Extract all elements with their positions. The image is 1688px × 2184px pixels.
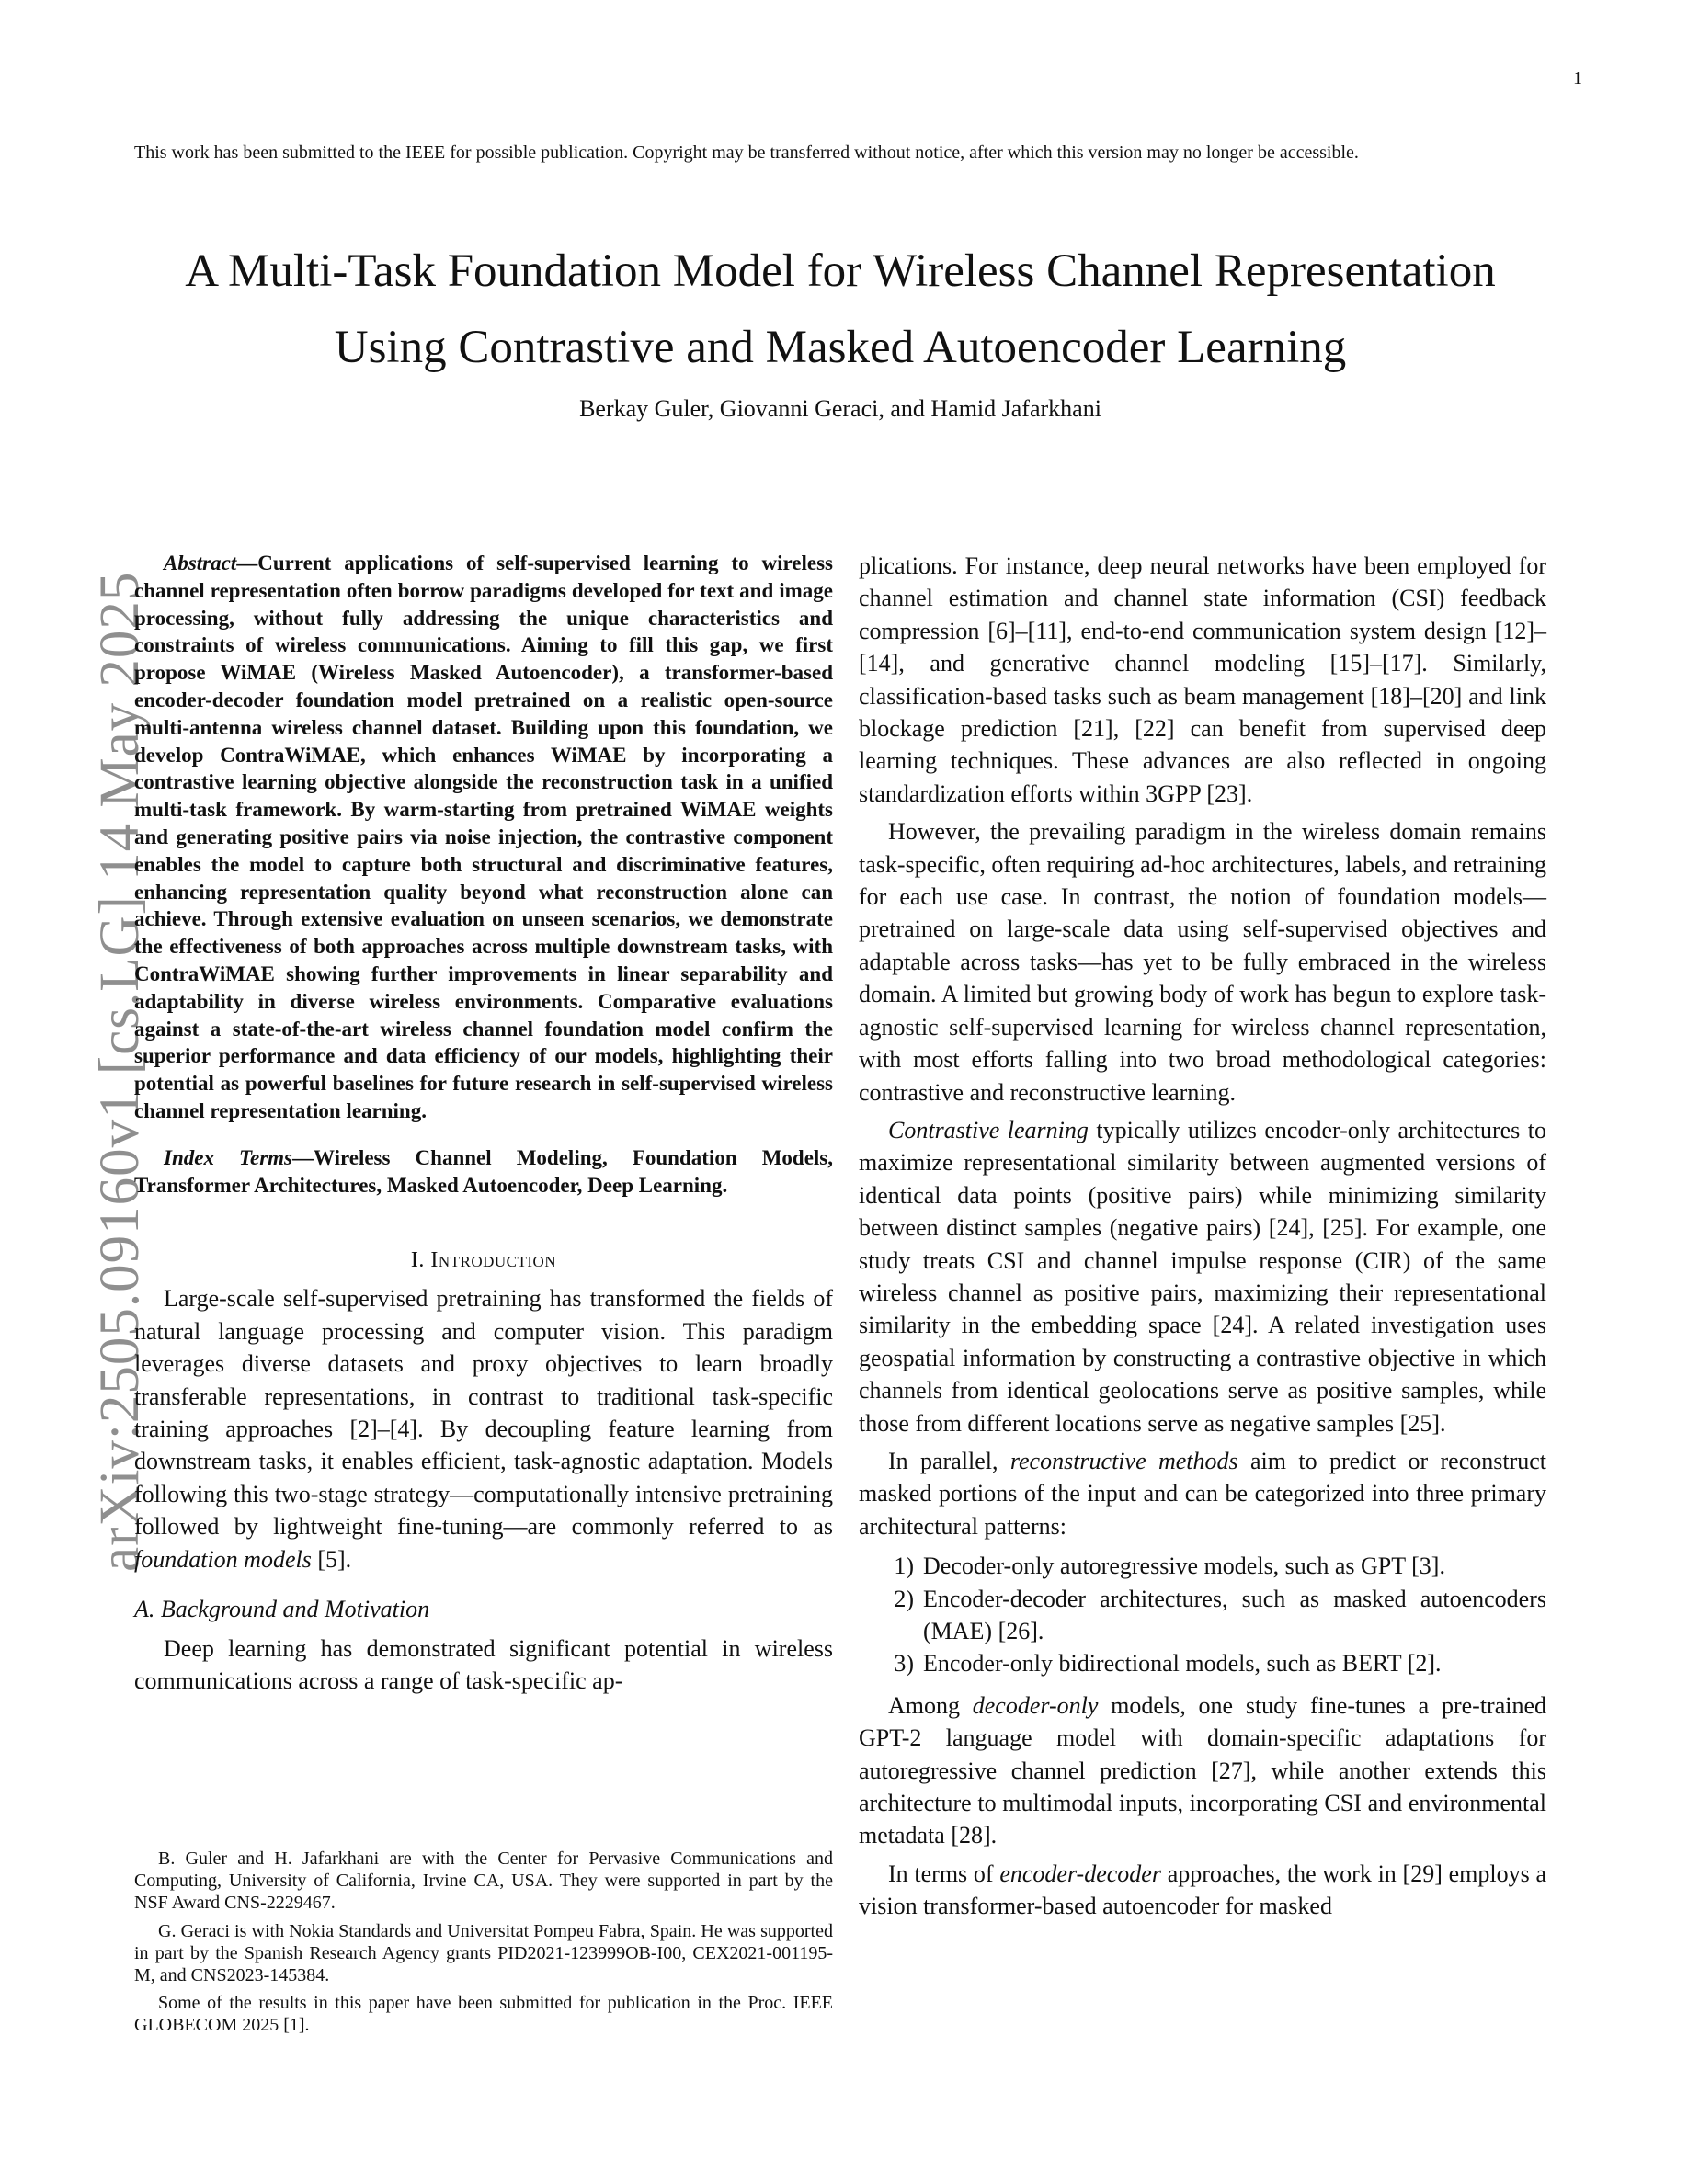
list-item-text: Decoder-only autoregressive models, such as GPT [3]. [923, 1553, 1445, 1580]
intro-paragraph-1 [134, 1282, 833, 1575]
abstract-text: —Current applications of self-supervised learning to wireless channel representation often borrow paradigms developed for text and image processing, without fully addressing the unique characteristics and constraints of wireless communications. Aiming to fill this gap, we first propose WiMAE (Wireless Masked Autoencoder), a transformer-based encoder-decoder foundation model pretrained on a realistic open-source multi-antenna wireless channel dataset. Building upon this foundation, we develop ContraWiMAE, which enhances WiMAE by incorporating a contrastive learning objective alongside the reconstruction task in a unified multi-task framework. By warm-starting from pretrained WiMAE weights and generating positive pairs via noise injection, the contrastive component enables the model to capture both structural and discriminative features, enhancing representation quality beyond what reconstruction alone can achieve. Through extensive evaluation on unseen scenarios, we demonstrate the effectiveness of both approaches across multiple downstream tasks, with ContraWiMAE showing further improvements in linear separability and adaptability in diverse wireless environments. Comparative evaluations against a state-of-the-art wireless channel foundation model confirm the superior performance and data efficiency of our models, highlighting their potential as powerful baselines for future research in self-supervised wireless channel representation learning. [134, 552, 833, 1122]
abstract [134, 550, 833, 1125]
index-terms-text: —Wireless Channel Modeling, Foundation Models, Transformer Architectures, Masked Autoencoder, Deep Learning. [134, 1145, 834, 1197]
right-p6-end: approaches, the work in [29] employs a vision transformer-based autoencoder for masked [859, 1860, 1546, 1920]
index-terms [134, 1144, 833, 1200]
list-item-text: Encoder-only bidirectional models, such as BERT [2]. [923, 1650, 1442, 1678]
right-p3-text: typically utilizes encoder-only architectures to maximize representational similarity between augmented versions of identical data points (positive pairs) while minimizing similarity between distinct samples (negative pairs) [24], [25]. For example, one study treats CSI and channel impulse response (CIR) of the same wireless channel as positive pairs, maximizing their representational similarity in the embedding space [24]. A related investigation uses geospatial information by constructing a contrastive objective in which channels from identical geolocations serve as positive samples, while those from different locations serve as negative samples [25]. [859, 1116, 1546, 1437]
abstract-lead: Abstract [164, 552, 237, 574]
architecture-pattern-list [859, 1550, 1546, 1680]
list-item [859, 1647, 1546, 1679]
contrastive-learning-term: Contrastive learning [888, 1116, 1089, 1143]
right-paragraph-4 [859, 1445, 1546, 1542]
right-p5-start: Among [888, 1691, 973, 1719]
index-terms-lead: Index Terms [164, 1145, 292, 1169]
footnote-affiliation-1: B. Guler and H. Jafarkhani are with the Center for Pervasive Communications and Computing, University of California, Irvine CA, USA. They were supported in part by the NSF Award CNS-2229467. [134, 1848, 833, 1914]
page-number: 1 [1573, 68, 1582, 88]
left-column [134, 550, 833, 1698]
title-line-1: A Multi-Task Foundation Model for Wireless Channel Representation [185, 245, 1496, 297]
right-paragraph-6 [859, 1858, 1546, 1923]
list-item-number: 1) [894, 1553, 914, 1580]
right-p5-end: models, one study fine-tunes a pre-trained GPT-2 language model with domain-specific adaptations for autoregressive channel prediction [27], while another extends this architecture to multimodal inputs, incorporating CSI and environmental metadata [28]. [859, 1691, 1547, 1849]
subsection-heading-background: A. Background and Motivation [134, 1595, 430, 1622]
intro-p1-end: [5]. [311, 1545, 352, 1573]
list-item [859, 1583, 1546, 1648]
right-p4-start: In parallel, [888, 1447, 1010, 1474]
decoder-only-term: decoder-only [972, 1691, 1099, 1719]
reconstructive-methods-term: reconstructive methods [1009, 1447, 1238, 1474]
right-paragraph-1: plications. For instance, deep neural networks have been employed for channel estimation and channel state information (CSI) feedback compression [6]–[11], end-to-end communication system design [12]–[14], and generative channel modeling [15]–[17]. Similarly, classification-based tasks such as beam management [18]–[20] and link blockage prediction [21], [22] can benefit from supervised deep learning techniques. These advances are also reflected in ongoing standardization efforts within 3GPP [23]. [859, 552, 1546, 807]
list-item-number: 2) [894, 1585, 914, 1612]
right-p6-start: In terms of [888, 1860, 1000, 1887]
author-list: Berkay Guler, Giovanni Geraci, and Hamid Jafarkhani [579, 395, 1101, 422]
footnote-globecom: Some of the results in this paper have been submitted for publication in the Proc. IEEE GLOBECOM 2025 [1]. [134, 1993, 833, 2036]
footnotes [134, 1848, 833, 2042]
right-paragraph-2: However, the prevailing paradigm in the wireless domain remains task-specific, often requiring ad-hoc architectures, labels, and retraining for each use case. In contrast, the notion of foundation models—pretrained on large-scale data using self-supervised objectives and adaptable across tasks—has yet to be fully embraced in the wireless domain. A limited but growing body of work has begun to explore task-agnostic self-supervised learning for wireless channel representation, with most efforts falling into two broad methodological categories: contrastive and reconstructive learning. [859, 818, 1546, 1106]
arxiv-identifier: arXiv:2505.09160v1 [cs.LG] 14 May 2025 [89, 571, 151, 1572]
right-column [859, 550, 1546, 1928]
encoder-decoder-term: encoder-decoder [999, 1860, 1161, 1887]
section-heading-introduction: I. Introduction [410, 1248, 557, 1273]
list-item-number: 3) [894, 1650, 914, 1678]
intro-paragraph-2: Deep learning has demonstrated significant potential in wireless communications across a range of task-specific ap- [134, 1634, 833, 1695]
list-item-text: Encoder-decoder architectures, such as masked autoencoders (MAE) [26]. [923, 1585, 1546, 1644]
paper-title [134, 233, 1546, 386]
right-paragraph-3 [859, 1114, 1546, 1439]
ieee-notice: This work has been submitted to the IEEE for possible publication. Copyright may be transferred without notice, after which this version may no longer be accessible. [134, 142, 1359, 163]
intro-p1-emphasis: foundation models [134, 1545, 312, 1573]
right-paragraph-5 [859, 1689, 1546, 1852]
footnote-affiliation-2: G. Geraci is with Nokia Standards and Universitat Pompeu Fabra, Spain. He was supported in part by the Spanish Research Agency grants PID2021-123999OB-I00, CEX2021-001195-M, and CNS2023-145384. [134, 1920, 833, 1986]
list-item [859, 1550, 1546, 1582]
title-line-2: Using Contrastive and Masked Autoencoder Learning [334, 322, 1347, 373]
right-p4-end: aim to predict or reconstruct masked portions of the input and can be categorized into three primary architectural patterns: [859, 1447, 1547, 1540]
intro-p1-text: Large-scale self-supervised pretraining has transformed the fields of natural language processing and computer vision. This paradigm leverages diverse datasets and proxy objectives to learn broadly transferable representations, in contrast to traditional task-specific training approaches [2]–[4]. By decoupling feature learning from downstream tasks, it enables efficient, task-agnostic adaptation. Models following this two-stage strategy—computationally intensive pretraining followed by lightweight fine-tuning—are commonly referred to as [134, 1285, 833, 1541]
